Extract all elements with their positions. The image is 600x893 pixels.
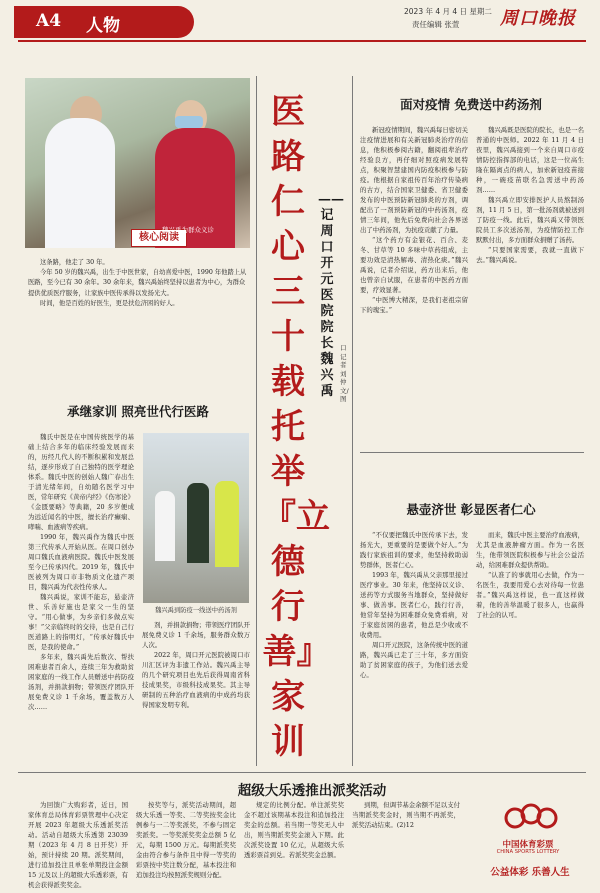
main-headline: 医路仁心三十载 托举『立德行善』家训	[262, 92, 330, 762]
editor-credit: 责任编辑 张萱	[412, 20, 460, 29]
intro-text: 这条路，他走了 30 年。 今年 50 岁的魏兴禹，出生于中医世家，自幼喜爱中医，1990 年他踏上从医路，至今已有 30 余年。30 余年来，魏兴禹始终坚持以患者为中心，为群众提供优质医疗服务，让家族中医传承得以发扬光大。 时间，他是百姓的好医生，更是扶危济困的好人。	[28, 259, 247, 307]
section2-heading: 面对疫情 免费送中药汤剂	[400, 97, 542, 112]
photo1-caption: 魏兴禹为群众义诊	[162, 226, 214, 234]
lottery-column-4: 到期，但调节基金余额不足以支付当期派奖奖金时，则当期不再派奖，派奖活动结束。(2)12	[352, 801, 460, 829]
masthead-logo: 周口晚报	[500, 8, 576, 29]
doctor-consultation-photo	[25, 78, 250, 248]
column-divider	[352, 76, 353, 766]
sub-headline: ——记周口开元医院院长魏兴禹	[318, 192, 344, 399]
lottery-brand-english: CHINA SPORTS LOTTERY	[496, 849, 560, 855]
lottery-brand-name: 中国体育彩票	[502, 840, 554, 850]
byline: 口记者 刘仲文/图	[340, 344, 349, 403]
section1-column-bottom: 剂，并捐款捐物；带领医疗团队开展免费义诊 1 千余场，服务群众数万人次。 2022 年，周口开元医院被周口市川汇区评为非遗工作站。魏兴禹主导的几个研究项目也先后获得周南省科技成果奖，市级科技成果奖。其主导研制的五种治疗血液病的中成药均获得国家发明专利。	[142, 621, 250, 709]
photo2-caption: 魏兴禹到防疫一线送中药汤剂	[155, 607, 237, 614]
section-divider	[360, 452, 584, 453]
lottery-column-3: 规定的比例分配。单注派奖奖金不超过该期基本投注和追加投注奖金的总额。若当期一等奖无人中出，则当期派奖奖金滚入下期。此次派奖设置 10 亿元，从超级大乐透彩票首到兑。若派奖奖金总额。	[244, 801, 344, 859]
lottery-rule	[18, 772, 586, 773]
issue-date: 2023 年 4 月 4 日 星期二	[404, 7, 492, 16]
section2-column-a: 新冠疫情期间，魏兴禹每日密切关注疫情进展和有关新冠肺炎治疗的信息，他积极参阅古籍，翻阅祖辈治疗经验良方，再仔细对照疫病发展特点，积聚智慧建国内防疫积极参与防疫。他根据自家祖传百年治疗传染病的古方，结合国家卫健委、省卫健委发布的中医预防新冠肺炎的方剂，调配出了一剂预防新冠的中药汤剂，疫情三年间，他先后免费向社会各界送出了中药汤剂，为抗疫贡献了力量。 “这个药方有金银花、百合、麦冬、甘草等 10 多味中草药组成，主要功效是清热解毒、清热化痰。”魏兴禹说，记者介绍说，药方出来后，他也曾亲自试服，在患者的中医药方面要，疗效显著。 “中医博大精深，是我们老祖宗留下的瑰宝。”	[360, 126, 468, 314]
page-section-tag	[14, 6, 194, 38]
lottery-headline: 超级大乐透推出派奖活动	[237, 783, 387, 799]
page-header	[0, 0, 600, 64]
header-rule	[18, 40, 586, 42]
epidemic-frontline-photo	[143, 433, 249, 603]
section3-heading: 悬壶济世 彰显医者仁心	[406, 502, 536, 517]
section1-column-left: 魏氏中医是在中国传统医学的基础上结合多年的临床经验发展而来的，历经几代人的不断积累和发展总结，逐步形成了自己独特的医学理论体系。魏氏中医的创始人魏广春出生于清光绪年间，自幼随名医学习中医，常年研究《黄帝内经》《伤寒论》《金匮要略》等典籍，20 多岁便成为远近闻名的中医，擅长治疗癫痫、哮喘、血液病等疾病。 1990 年，魏兴禹作为魏氏中医第三代传承人开始从医。在周口创办周口魏氏血液病医院。魏氏中医发展至今已传承四代。2019 年，魏氏中医被列为周口市非物质文化遗产项目，魏兴禹为代表性传承人。 魏兴禹说，家训不能忘，悬壶济世、乐善好施也是家父一生的坚守。“用心做事，为乡亲们多做点实事！”父亲临终时的交待，也是自己行医道路上的指明灯，“传承好魏氏中医，是我的使命。” 多年来，魏兴禹先后数次、帮扶困难患者百余人，连续三年为救助贫困家庭的一线工作人员赠送中药防疫汤剂，并捐款捐物；带领医疗团队开展免费义诊 1 千余场，覆盖数万人次……	[28, 433, 134, 711]
section-name: 人物	[86, 16, 120, 36]
lottery-column-2: 按奖等与，派奖活动期间，超级大乐透一等奖、二等奖按奖金比例参与一二等奖派奖，不参与固定奖派奖。一等奖派奖奖金总额 5 亿元，每期 1500 万元。每期派奖奖金由符合参与条件且中得一等奖的彩票按中奖注数分配，基本投注和追加投注均按照派奖规则分配。	[136, 801, 236, 879]
lottery-slogan: 公益体彩 乐善人生	[490, 867, 570, 878]
core-reading-tag: 核心阅读	[131, 229, 187, 247]
sports-lottery-logo	[487, 798, 571, 838]
section3-column-b: 而来，魏氏中医主要治疗血液病，尤其是血液肿瘤方面。作为一名医生，他带领医院积极参与社会公益活动，给困难群众提供帮助。 “认准了的事就用心去做，作为一名医生，我要用爱心去对待每一位患者。”魏兴禹这样说，也一直这样做着，他的善举温暖了很多人，也赢得了社会的认可。	[476, 531, 584, 619]
lottery-column-1: 为回馈广大购彩者，近日，国家体育总局体育彩票管理中心决定开展 2023 年超级大乐透派奖活动。活动自超级大乐透第 23039 期（2023 年 4 月 8 日开奖）开始，预计持续 20 期。派奖期间，进行追加投注且单张单期投注金额 15 元及以上的超级大乐透彩票，有机会获得派奖奖金。	[28, 801, 128, 888]
section2-column-b: 魏兴禹既是医院的院长，也是一名普通的中医师。2022 年 11 月 4 日夜里，魏兴禹接到一个来自周口市疫情防控指挥部的电话，这是一位高生隆在隔离点的病人，加索新冠疫苗接种，一碗疫苗联名急需送中药汤剂…… 魏兴禹立即安排医护人员熬制汤剂，11 月 5 日，第一批汤剂就被送到了防疫一线。此后，魏兴禹又带领医院员工多次送汤剂，为疫情防控工作默默付出，多方面群众捐赠了汤药。 “只要国家需要，我就一直做下去。”魏兴禹说。	[476, 126, 584, 264]
page-number: A4	[36, 11, 62, 31]
section3-column-a: “不仅要把魏氏中医传承下去，发扬光大，更重要的是要做个好人。”为践行家族祖训的要求，他坚持救助弱势群体，医者仁心。 1993 年，魏兴禹从父亲那里接过医疗事业。30 年来，他坚持以义诊、送药等方式服务当地群众，坚持做好事、做善事。医者仁心，践行行善，他常年坚持为困难群众免费看病，对于家庭贫困的患者，他总是少收或不收费用。 周口开元医院，这条传统中医的道路，魏兴禹已走了三十年，多方面资助了贫困家庭的孩子，为他们送去爱心。	[360, 531, 468, 679]
section1-heading: 承继家训 照亮世代行医路	[67, 404, 209, 419]
column-divider	[256, 76, 257, 766]
